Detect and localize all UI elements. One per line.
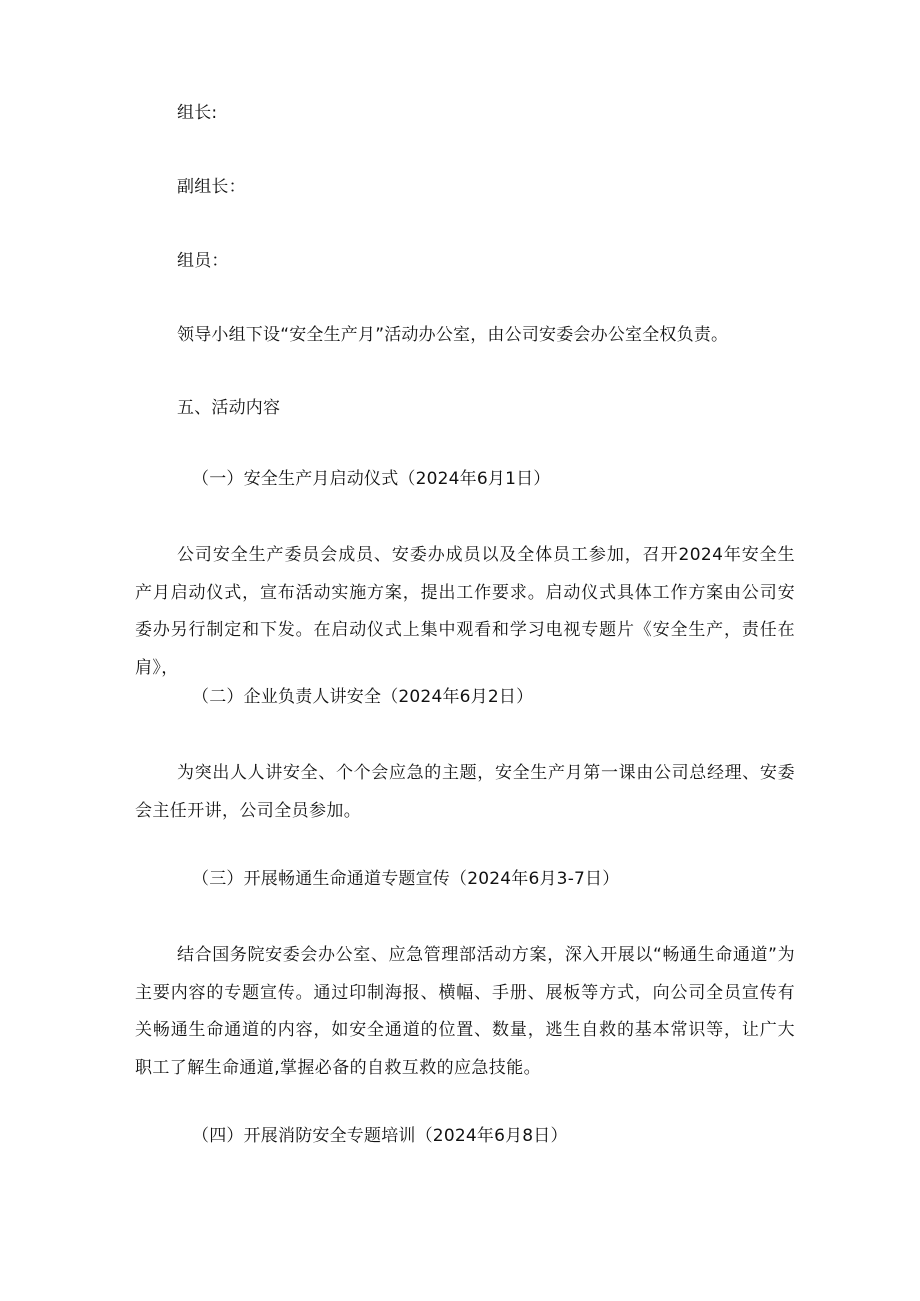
item-1-body: 公司安全生产委员会成员、安委办成员以及全体员工参加，召开2024年安全生产月启动仪式，宣布活动实施方案，提出工作要求。启动仪式具体工作方案由公司安委办另行制定和下发。在启动仪式上集中观看和学习电视专题片《安全生产，责任在肩》， [135,545,795,678]
office-note: 领导小组下设“安全生产月”活动办公室，由公司安委会办公室全权负责。 [177,325,729,345]
item-3-heading: （三）开展畅通生命通道专题宣传（2024年6月3-7日） [192,869,620,889]
leader-line: 组长: [177,103,218,123]
item-2-body: 为突出人人讲安全、个个会应急的主题，安全生产月第一课由公司总经理、安委会主任开讲，公司全员参加。 [135,763,795,821]
members-line: 组员： [177,251,229,271]
item-3-body: 结合国务院安委会办公室、应急管理部活动方案，深入开展以“畅通生命通道”为主要内容的专题宣传。通过印制海报、横幅、手册、展板等方式，向公司全员宣传有关畅通生命通道的内容，如安全通道的位置、数量，逃生自救的基本常识等，让广大职工了解生命通道,掌握必备的自救互救的应急技能。 [135,945,795,1078]
item-4-heading: （四）开展消防安全专题培训（2024年6月8日） [192,1126,568,1146]
item-1-heading: （一）安全生产月启动仪式（2024年6月1日） [192,469,551,489]
item-2-heading: （二）企业负责人讲安全（2024年6月2日） [192,687,534,707]
deputy-leader-line: 副组长： [177,177,246,197]
section-five-title: 五、活动内容 [177,398,281,418]
